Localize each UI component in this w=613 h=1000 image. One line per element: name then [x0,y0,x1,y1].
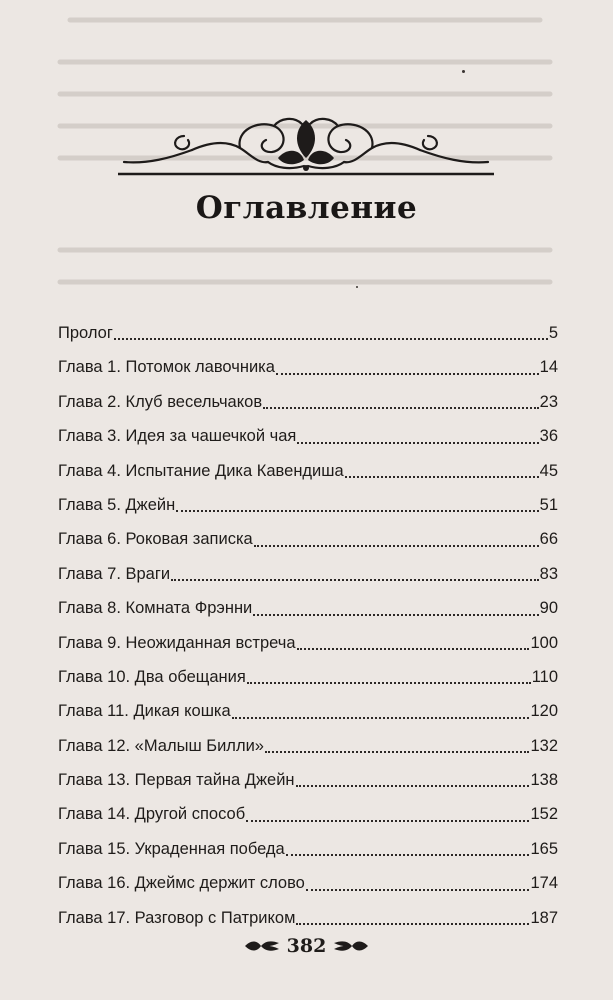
flourish-left-icon [243,938,281,954]
dot-leader [232,717,530,719]
dot-leader [247,682,531,684]
toc-entry [58,660,558,694]
toc-entry-page-number: 83 [539,564,558,583]
toc-entry-page-number: 152 [530,805,558,824]
toc-entry [58,901,558,935]
toc-entry-title: Глава 12. «Малыш Билли» [58,736,264,755]
toc-entry [58,419,558,453]
dot-leader [265,751,530,753]
dot-leader [176,510,538,512]
toc-entry-title: Глава 9. Неожиданная встреча [58,633,296,652]
toc-entry [58,488,558,522]
toc-entry [58,316,558,350]
toc-entry-page-number: 138 [530,771,558,790]
toc-entry-page-number: 120 [530,702,558,721]
toc-entry-title: Глава 17. Разговор с Патриком [58,908,296,927]
toc-entry-page-number: 36 [539,427,558,446]
toc-entry [58,729,558,763]
toc-entry-page-number: 45 [539,461,558,480]
table-of-contents [58,316,558,935]
toc-entry-title: Глава 10. Два обещания [58,667,246,686]
toc-entry-page-number: 187 [530,908,558,927]
toc-entry-title: Пролог [58,324,113,342]
dot-leader [286,854,530,856]
page-title: Оглавление [195,190,418,226]
toc-entry-title: Глава 8. Комната Фрэнни [58,599,253,618]
toc-entry-title: Глава 4. Испытание Дика Кавендиша [58,461,344,480]
toc-entry-page-number: 110 [531,667,558,686]
print-speck [462,70,465,73]
toc-entry-page-number: 90 [539,599,558,618]
page-footer [0,935,613,957]
dot-leader [297,442,538,444]
page-number: 382 [286,935,327,957]
toc-entry-title: Глава 1. Потомок лавочника [58,358,275,377]
dot-leader [171,579,539,581]
toc-entry-title: Глава 14. Другой способ [58,805,246,824]
toc-entry [58,385,558,419]
dot-leader [254,545,539,547]
dot-leader [246,820,529,822]
flourish-right-icon [332,938,370,954]
toc-entry-page-number: 5 [548,324,558,342]
toc-entry [58,591,558,625]
toc-entry [58,454,558,488]
toc-entry-page-number: 23 [539,392,558,411]
toc-entry [58,522,558,556]
toc-entry-page-number: 100 [530,633,558,652]
dot-leader [114,338,548,340]
print-speck [356,286,358,288]
dot-leader [276,373,539,375]
dot-leader [296,785,530,787]
toc-entry-title: Глава 3. Идея за чашечкой чая [58,427,297,446]
toc-entry [58,763,558,797]
dot-leader [253,614,538,616]
toc-entry-title: Глава 6. Роковая записка [58,530,253,549]
dot-leader [345,476,539,478]
toc-entry-page-number: 66 [539,530,558,549]
toc-entry-title: Глава 13. Первая тайна Джейн [58,771,295,790]
toc-entry [58,557,558,591]
toc-entry-title: Глава 7. Враги [58,564,171,583]
toc-entry [58,866,558,900]
toc-entry-page-number: 132 [530,736,558,755]
ornament-icon [118,112,494,180]
dot-leader [263,407,539,409]
toc-entry [58,694,558,728]
toc-entry [58,350,558,384]
dot-leader [296,923,529,925]
toc-entry-page-number: 51 [539,495,558,514]
dot-leader [297,648,530,650]
toc-entry-page-number: 174 [530,874,558,893]
dot-leader [306,889,530,891]
toc-entry-title: Глава 11. Дикая кошка [58,702,231,721]
toc-entry-title: Глава 2. Клуб весельчаков [58,392,263,411]
toc-entry-page-number: 165 [530,839,558,858]
toc-entry-page-number: 14 [539,358,558,377]
toc-entry-title: Глава 5. Джейн [58,495,176,514]
toc-entry-title: Глава 16. Джеймс держит слово [58,874,305,893]
toc-entry [58,832,558,866]
toc-entry [58,797,558,831]
toc-entry-title: Глава 15. Украденная победа [58,839,285,858]
toc-entry [58,626,558,660]
